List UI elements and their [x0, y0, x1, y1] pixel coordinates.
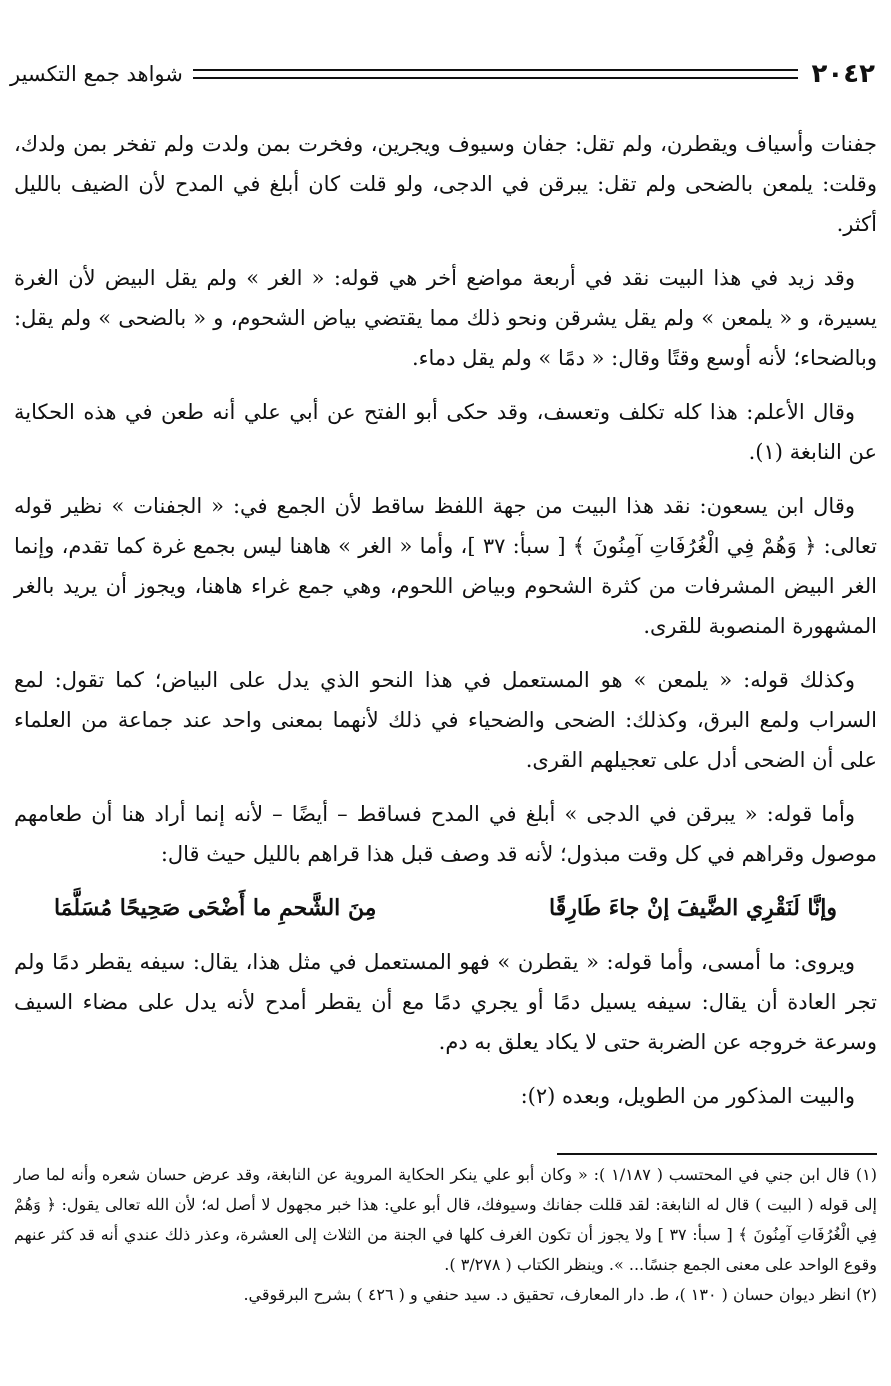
paragraph: ويروى: ما أمسى، وأما قوله: « يقطرن » فهو المستعمل في مثل هذا، يقال: سيفه يقطر دمًا ولم تجر العادة أن يقال: سيفه يسيل دمًا أو يجري دمًا مع أن يقطر أمدح لأنه يدل على مضاء السيف وسرعة خروجه عن الضربة حتى لا يكاد يعلق به دم.	[14, 950, 877, 1054]
running-title: شواهد جمع التكسير	[10, 62, 183, 86]
page-header	[10, 56, 875, 92]
header-double-rule	[193, 69, 798, 79]
footnote: (١) قال ابن جني في المحتسب ( ١/١٨٧ ): « وكان أبو علي ينكر الحكاية المروية عن النابغة، وقد عرض حسان شعره وأنه لما صار إلى قوله ( البيت ) قال له النابغة: لقد قللت جفانك وسيوفك، قال أبو علي: هذا خبر مجهول لا أصل له؛ لأن الله تعالى يقول: ﴿ وَهُمْ فِي الْغُرُفَاتِ آمِنُونَ ﴾ [ سبأ: ٣٧ ] ولا يجوز أن تكون الغرف كلها في الجنة من الثلاث إلى العشرة، وعذر ذلك عندي أنه قد كثر عنهم وقوع الواحد على معنى الجمع جنسًا... ». وينظر الكتاب ( ٣/٢٧٨ ).	[14, 1165, 878, 1274]
main-text	[14, 124, 877, 1130]
verse-first-hemistich: وإنَّا لَنَقْرِي الضَّيفَ إنْ جاءَ طَارِقًا	[549, 895, 837, 921]
poetry-verse	[54, 888, 837, 928]
paragraph: وقال الأعلم: هذا كله تكلف وتعسف، وقد حكى أبو الفتح عن أبي علي أنه طعن في هذه الحكاية عن النابغة (١).	[14, 400, 877, 464]
paragraph: وكذلك قوله: « يلمعن » هو المستعمل في هذا النحو الذي يدل على البياض؛ كما تقول: لمع السراب ولمع البرق، وكذلك: الضحى والضحياء في ذلك لأنهما بمعنى واحد عند جماعة من العلماء على أن الضحى أدل على تعجيلهم القرى.	[14, 668, 877, 772]
footnotes	[14, 1160, 877, 1310]
footnote-separator	[557, 1153, 877, 1155]
paragraph: وقال ابن يسعون: نقد هذا البيت من جهة اللفظ ساقط لأن الجمع في: « الجفنات » نظير قوله تعالى: ﴿ وَهُمْ فِي الْغُرُفَاتِ آمِنُونَ ﴾ [ سبأ: ٣٧ ]، وأما « الغر » هاهنا ليس بجمع غرة كما تقدم، وإنما الغر البيض المشرفات من كثرة الشحوم وبياض اللحوم، وهي جمع غراء هاهنا، ويجوز أن يريد بالغر المشهورة المنصوبة للقرى.	[14, 494, 878, 638]
paragraph: وقد زيد في هذا البيت نقد في أربعة مواضع أخر هي قوله: « الغر » ولم يقل البيض لأن الغرة يسيرة، و « يلمعن » ولم يقل يشرقن ونحو ذلك مما يقتضي بياض الشحوم، و « بالضحى » ولم يقل: وبالضحاء؛ لأنه أوسع وقتًا وقال: « دمًا » ولم يقل دماء.	[14, 266, 877, 370]
paragraph: جفنات وأسياف ويقطرن، ولم تقل: جفان وسيوف ويجرين، وفخرت بمن ولدت ولم تفخر بمن ولدك، وقلت: يلمعن بالضحى ولم تقل: يبرقن في الدجى، ولو قلت كان أبلغ في المدح لأن الضيف بالليل أكثر.	[14, 132, 877, 236]
footnote: (٢) انظر ديوان حسان ( ١٣٠ )، ط. دار المعارف، تحقيق د. سيد حنفي و ( ٤٢٦ ) بشرح البرقوقي.	[243, 1285, 877, 1304]
page-number: ٢٠٤٢	[811, 59, 875, 89]
paragraph: والبيت المذكور من الطويل، وبعده (٢):	[520, 1084, 855, 1108]
paragraph: وأما قوله: « يبرقن في الدجى » أبلغ في المدح فساقط – أيضًا – لأنه إنما أراد هنا أن طعامهم موصول وقراهم في كل وقت مبذول؛ لأنه قد وصف قبل هذا قراهم بالليل حيث قال:	[14, 802, 877, 866]
verse-second-hemistich: مِنَ الشَّحمِ ما أَضْحَى صَحِيحًا مُسَلَّمَا	[54, 895, 377, 921]
